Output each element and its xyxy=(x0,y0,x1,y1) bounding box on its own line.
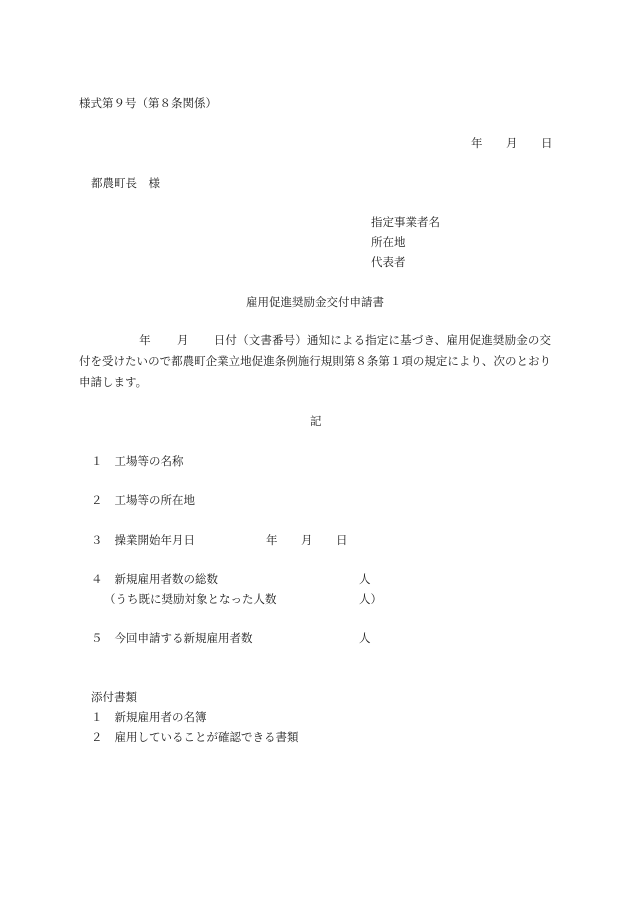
item-2 xyxy=(91,495,195,507)
address-label: 所在地 xyxy=(371,235,406,249)
item-2-label: 工場等の所在地 xyxy=(114,493,195,507)
item-4-sub-unit: 人） xyxy=(359,592,382,606)
attachment-2 xyxy=(91,732,299,744)
item-5-label: 今回申請する新規雇用者数 xyxy=(114,631,253,645)
item-4-unit: 人 xyxy=(359,572,371,586)
item-5 xyxy=(91,633,253,645)
document-title: 雇用促進奨励金交付申請書 xyxy=(246,295,384,309)
attachment-1-num: １ xyxy=(91,710,103,724)
attachment-1-label: 新規雇用者の名簿 xyxy=(114,710,207,724)
item-4-num: ４ xyxy=(91,572,103,586)
item-1-num: １ xyxy=(91,454,103,468)
item-1 xyxy=(91,456,184,468)
attachment-2-label: 雇用していることが確認できる書類 xyxy=(114,730,299,744)
ki-heading: 記 xyxy=(310,414,322,428)
body-paragraph xyxy=(79,330,551,393)
date-year: 年 xyxy=(471,136,483,150)
item-3 xyxy=(91,535,195,547)
representative-label: 代表者 xyxy=(371,255,406,269)
attachment-1 xyxy=(91,712,207,724)
item-3-label: 操業開始年月日 xyxy=(114,533,195,547)
business-name-label: 指定事業者名 xyxy=(371,215,440,229)
item-2-num: ２ xyxy=(91,493,103,507)
item-4 xyxy=(91,574,218,586)
attachments-heading: 添付書類 xyxy=(91,690,137,704)
item-3-year: 年 xyxy=(266,533,278,547)
item-3-day: 日 xyxy=(336,533,348,547)
item-5-num: ５ xyxy=(91,631,103,645)
date-month: 月 xyxy=(506,136,518,150)
date-day: 日 xyxy=(541,136,553,150)
attachment-2-num: ２ xyxy=(91,730,103,744)
body-year: 年 xyxy=(139,333,151,347)
item-4-sub-label: （うち既に奨励対象となった人数 xyxy=(104,592,277,606)
item-5-unit: 人 xyxy=(359,631,371,645)
item-3-num: ３ xyxy=(91,533,103,547)
body-month: 月 xyxy=(176,333,189,347)
item-4-label: 新規雇用者数の総数 xyxy=(114,572,218,586)
item-1-label: 工場等の名称 xyxy=(114,454,184,468)
addressee: 都農町長 様 xyxy=(91,176,160,190)
body-text: 日付（文書番号）通知による指定に基づき、雇用促進奨励金の交付を受けたいので都農町企業立地促進条例施行規則第８条第１項の規定により、次のとおり申請します。 xyxy=(79,333,552,389)
form-number: 様式第９号（第８条関係） xyxy=(79,96,217,110)
item-3-month: 月 xyxy=(301,533,313,547)
